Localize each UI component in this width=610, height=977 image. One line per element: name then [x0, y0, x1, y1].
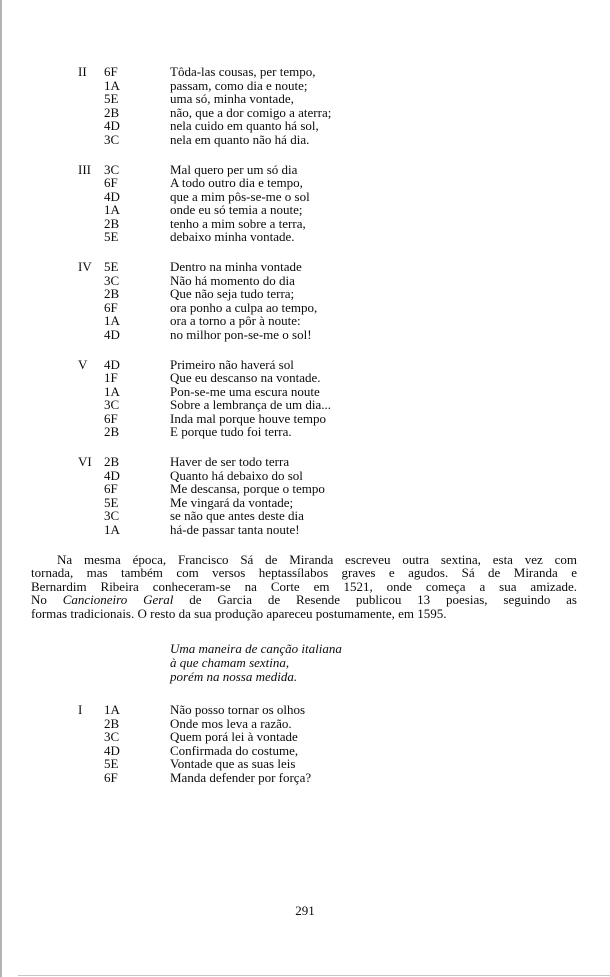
verse-code: 1A — [104, 521, 120, 537]
verse-code: 2B — [104, 104, 120, 120]
verse-text: Tôda-las cousas, per tempo, — [170, 64, 316, 79]
verse-row — [78, 65, 610, 79]
verse-text: Não há momento do dia — [170, 272, 295, 288]
verse-text: Me descansa, porque o tempo — [170, 481, 325, 496]
verse-text: Dentro na minha vontade — [170, 259, 302, 274]
verse-code: 5E — [104, 229, 119, 244]
verse-row — [78, 163, 610, 177]
prose-line: Na mesma época, Francisco Sá de Miranda escreveu outra sextina, esta vez com — [57, 551, 577, 567]
verse-code: 6F — [104, 410, 118, 426]
verse-text: Haver de ser todo terra — [170, 454, 290, 469]
verse-row — [78, 425, 610, 439]
verse-text: tenho a mim sobre a terra, — [170, 215, 306, 231]
verse-text: Sobre a lembrança de um dia... — [170, 397, 331, 412]
verse-row — [78, 79, 610, 93]
verse-text: Vontade que as suas leis — [170, 756, 296, 772]
verse-text: não, que a dor comigo a aterra; — [170, 104, 332, 120]
verse-row — [78, 358, 610, 372]
verse-row — [78, 371, 610, 385]
verse-text: Inda mal porque houve tempo — [170, 410, 326, 426]
verse-code: 4D — [104, 356, 120, 372]
verse-row — [78, 217, 610, 231]
verse-code: 4D — [104, 326, 120, 342]
stanza-IV — [0, 260, 610, 341]
verse-code: 6F — [104, 769, 118, 785]
final-stanza-group — [0, 703, 610, 784]
quote-line: porém na nossa medida. — [170, 668, 298, 684]
verse-row — [78, 455, 610, 469]
verse-code: 6F — [104, 481, 118, 496]
verse-text: Que eu descanso na vontade. — [170, 370, 321, 385]
verse-code: 1A — [104, 383, 120, 399]
stanza-I — [0, 703, 610, 784]
verse-text: que a mim pôs-se-me o sol — [170, 188, 310, 204]
verse-row — [78, 287, 610, 301]
verse-code: 2B — [104, 286, 120, 301]
stanza-numeral: IV — [78, 259, 92, 274]
verse-text: onde eu só temia a noute; — [170, 202, 303, 217]
verse-code: 1A — [104, 202, 120, 217]
quote-line: Uma maneira de canção italiana — [170, 641, 342, 656]
verse-text: Quanto há debaixo do sol — [170, 467, 303, 483]
verse-text: passam, como dia e noute; — [170, 77, 308, 93]
prose-line — [31, 593, 577, 607]
verse-code: 5E — [104, 494, 119, 510]
verse-row — [78, 274, 610, 288]
verse-code: 6F — [104, 175, 118, 190]
italic-quotation — [170, 642, 610, 683]
verse-code: 4D — [104, 118, 120, 133]
verse-code: 2B — [104, 715, 120, 731]
verse-text: nela cuido em quanto há sol, — [170, 118, 319, 133]
stanza-V — [0, 358, 610, 439]
verse-code: 5E — [104, 756, 119, 772]
verse-code: 6F — [104, 64, 118, 79]
stanza-numeral: II — [78, 64, 87, 79]
verse-code: 3C — [104, 131, 120, 147]
page-number: 291 — [295, 903, 315, 918]
prose-line: tornada, mas também com versos heptassílabos graves e agudos. Sá de Miranda e — [31, 565, 577, 580]
verse-row — [78, 301, 610, 315]
verse-text: no milhor pon-se-me o sol! — [170, 326, 312, 342]
verse-text: ora ponho a culpa ao tempo, — [170, 299, 318, 315]
verse-row — [78, 412, 610, 426]
verse-code: 1A — [104, 313, 120, 328]
stanza-numeral: III — [78, 161, 91, 177]
verse-code: 1A — [104, 77, 120, 93]
verse-code: 3C — [104, 729, 120, 745]
verse-code: 1A — [104, 702, 120, 718]
verse-code: 6F — [104, 299, 118, 315]
prose-line: formas tradicionais. O resto da sua produção apareceu postumamente, em 1595. — [31, 605, 447, 621]
prose-line: Bernardim Ribeira conheceram-se na Corte em 1521, onde começa a sua amizade. — [31, 578, 577, 594]
verse-text: nela em quanto não há dia. — [170, 131, 310, 147]
verse-row — [78, 496, 610, 510]
verse-text: Confirmada do costume, — [170, 742, 299, 758]
verse-row — [78, 106, 610, 120]
verse-code: 3C — [104, 272, 120, 288]
verse-row — [78, 509, 610, 523]
verse-row — [78, 717, 610, 731]
prose-text: No — [31, 592, 63, 607]
verse-code: 1F — [104, 370, 118, 385]
verse-row — [78, 230, 610, 244]
stanza-II — [0, 65, 610, 146]
verse-text: Mal quero per um só dia — [170, 161, 298, 177]
verse-row — [78, 482, 610, 496]
stanza-numeral: VI — [78, 454, 92, 469]
verse-code: 3C — [104, 508, 120, 523]
verse-row — [78, 203, 610, 217]
verse-text: Onde mos leva a razão. — [170, 715, 292, 731]
stanza-numeral: I — [78, 702, 83, 718]
verse-row — [78, 730, 610, 744]
verse-text: Me vingará da vontade; — [170, 494, 294, 510]
verse-text: se não que antes deste dia — [170, 508, 304, 523]
verse-text: uma só, minha vontade, — [170, 91, 294, 106]
prose-text: de Garcia de Resende publicou 13 poesias, seguindo as — [173, 592, 577, 607]
stanza-numeral: V — [78, 356, 88, 372]
verse-text: E porque tudo foi terra. — [170, 424, 292, 439]
verse-code: 4D — [104, 188, 120, 204]
verse-text: Quem porá lei à vontade — [170, 729, 298, 745]
verse-code: 2B — [104, 424, 120, 439]
verse-text: há-de passar tanta noute! — [170, 521, 300, 537]
verse-row — [78, 190, 610, 204]
verse-text: Primeiro não haverá sol — [170, 356, 294, 372]
verse-row — [78, 260, 610, 274]
verse-code: 5E — [104, 91, 119, 106]
verse-row — [78, 744, 610, 758]
verse-text: ora a torno a pôr à noute: — [170, 313, 301, 328]
verse-code: 5E — [104, 259, 119, 274]
verse-row — [78, 398, 610, 412]
stanza-III — [0, 163, 610, 244]
verse-text: Que não seja tudo terra; — [170, 286, 295, 301]
book-title-italic: Cancioneiro Geral — [62, 592, 174, 607]
verse-row — [78, 385, 610, 399]
verse-code: 3C — [104, 161, 120, 177]
verse-code: 2B — [104, 215, 120, 231]
sextina-stanzas-group — [0, 65, 610, 536]
stanza-VI — [0, 455, 610, 536]
verse-code: 4D — [104, 742, 120, 758]
verse-code: 2B — [104, 454, 120, 469]
verse-row — [78, 314, 610, 328]
verse-text: debaixo minha vontade. — [170, 229, 295, 244]
verse-row — [78, 119, 610, 133]
verse-code: 4D — [104, 467, 120, 483]
quote-line: à que chamam sextina, — [170, 654, 290, 670]
verse-row — [78, 176, 610, 190]
verse-row — [78, 523, 610, 537]
verse-text: Pon-se-me uma escura noute — [170, 383, 320, 399]
verse-row — [78, 469, 610, 483]
verse-row — [78, 92, 610, 106]
verse-row — [78, 133, 610, 147]
verse-code: 3C — [104, 397, 120, 412]
verse-row — [78, 328, 610, 342]
prose-paragraph — [31, 553, 577, 621]
verse-row — [78, 703, 610, 717]
verse-row — [78, 771, 610, 785]
verse-text: A todo outro dia e tempo, — [170, 175, 303, 190]
verse-row — [78, 757, 610, 771]
verse-text: Manda defender por força? — [170, 769, 312, 785]
verse-text: Não posso tornar os olhos — [170, 702, 306, 718]
